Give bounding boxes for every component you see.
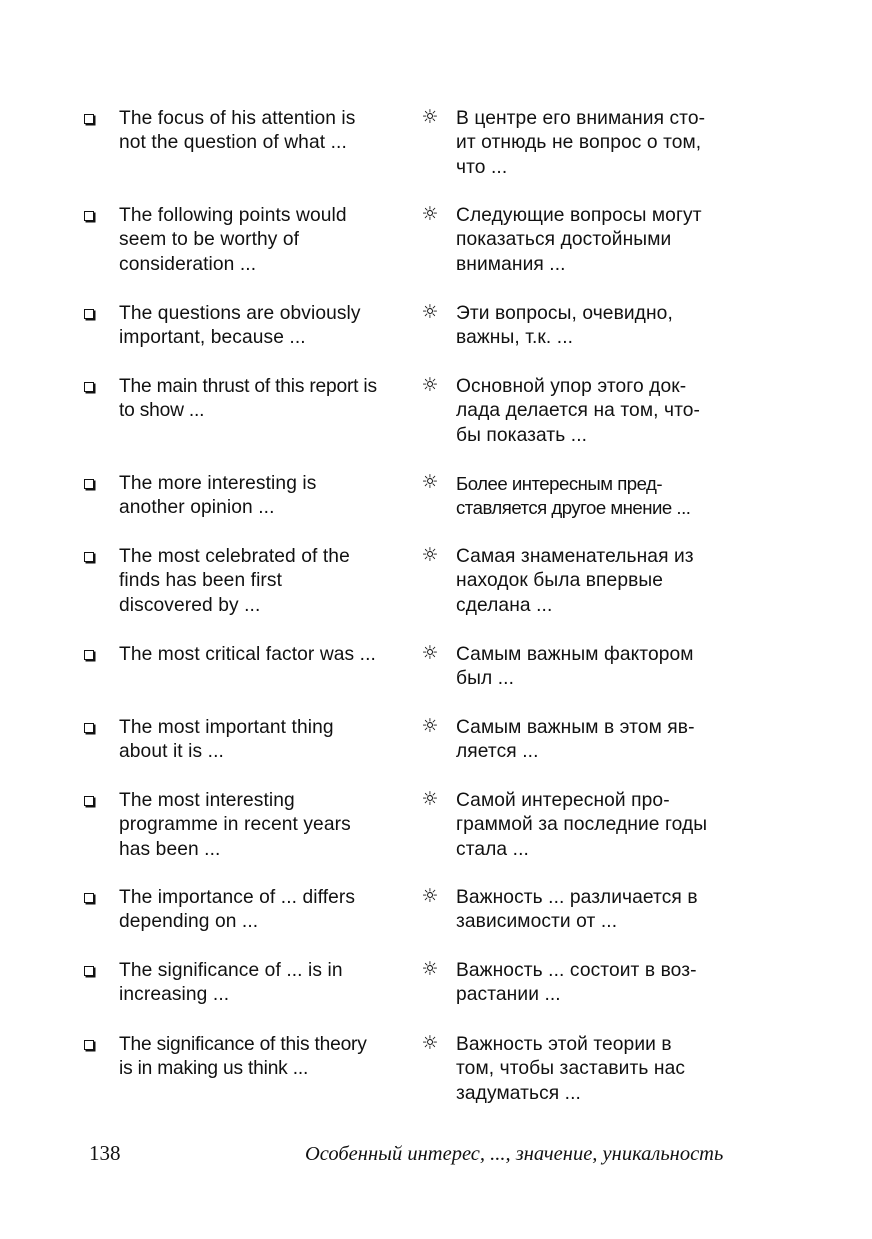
sun-icon: ☼ [421,374,439,396]
running-title: Особенный интерес, ..., значение, уникальность [305,1143,724,1165]
english-phrase: The following points would seem to be worthy of consideration ... [119,205,347,275]
russian-translation: Важность ... состоит в воз- растании ... [456,960,697,1006]
english-phrase: The questions are obviously important, because ... [119,303,361,349]
russian-translation: Самая знаменательная из находок была впервые сделана ... [456,546,694,616]
sun-icon: ☼ [421,958,439,980]
english-phrase: The focus of his attention is not the question of what ... [119,108,356,154]
english-phrase: The most important thing about it is ... [119,717,334,763]
english-phrase: The most interesting programme in recent years has been ... [119,790,351,860]
checkbox-square-icon [84,382,94,392]
russian-translation: Важность этой теории в том, чтобы заставить нас задуматься ... [456,1034,686,1104]
sun-icon: ☼ [421,715,439,737]
russian-translation: Самым важным в этом яв- ляется ... [456,717,695,763]
sun-icon: ☼ [421,471,439,493]
sun-icon: ☼ [421,203,439,225]
english-phrase: The significance of this theory is in making us think ... [119,1034,367,1080]
sun-icon: ☼ [421,544,439,566]
checkbox-square-icon [84,552,94,562]
page-number: 138 [89,1141,121,1165]
checkbox-square-icon [84,723,94,733]
checkbox-square-icon [84,650,94,660]
russian-translation: Основной упор этого док- лада делается на том, что- бы показать ... [456,376,701,446]
russian-translation: Более интересным пред- ставляется другое мнение ... [456,473,691,519]
sun-icon: ☼ [421,788,439,810]
checkbox-square-icon [84,114,94,124]
checkbox-square-icon [84,211,94,221]
sun-icon: ☼ [421,1032,439,1054]
sun-icon: ☼ [421,642,439,664]
russian-translation: Следующие вопросы могут показаться достойными внимания ... [456,205,702,275]
russian-translation: В центре его внимания сто- ит отнюдь не вопрос о том, что ... [456,108,706,178]
english-phrase: The significance of ... is in increasing ... [119,960,343,1006]
checkbox-square-icon [84,893,94,903]
russian-translation: Самым важным фактором был ... [456,644,694,690]
english-phrase: The most celebrated of the finds has been first discovered by ... [119,546,350,616]
english-phrase: The most critical factor was ... [119,644,376,665]
sun-icon: ☼ [421,301,439,323]
english-phrase: The main thrust of this report is to show ... [119,376,377,422]
sun-icon: ☼ [421,885,439,907]
russian-translation: Важность ... различается в зависимости от ... [456,887,698,933]
checkbox-square-icon [84,796,94,806]
checkbox-square-icon [84,1040,94,1050]
russian-translation: Самой интересной про- граммой за последние годы стала ... [456,790,708,860]
english-phrase: The importance of ... differs depending on ... [119,887,356,933]
checkbox-square-icon [84,966,94,976]
checkbox-square-icon [84,479,94,489]
russian-translation: Эти вопросы, очевидно, важны, т.к. ... [456,303,673,349]
checkbox-square-icon [84,309,94,319]
sun-icon: ☼ [421,106,439,128]
english-phrase: The more interesting is another opinion ... [119,473,317,519]
